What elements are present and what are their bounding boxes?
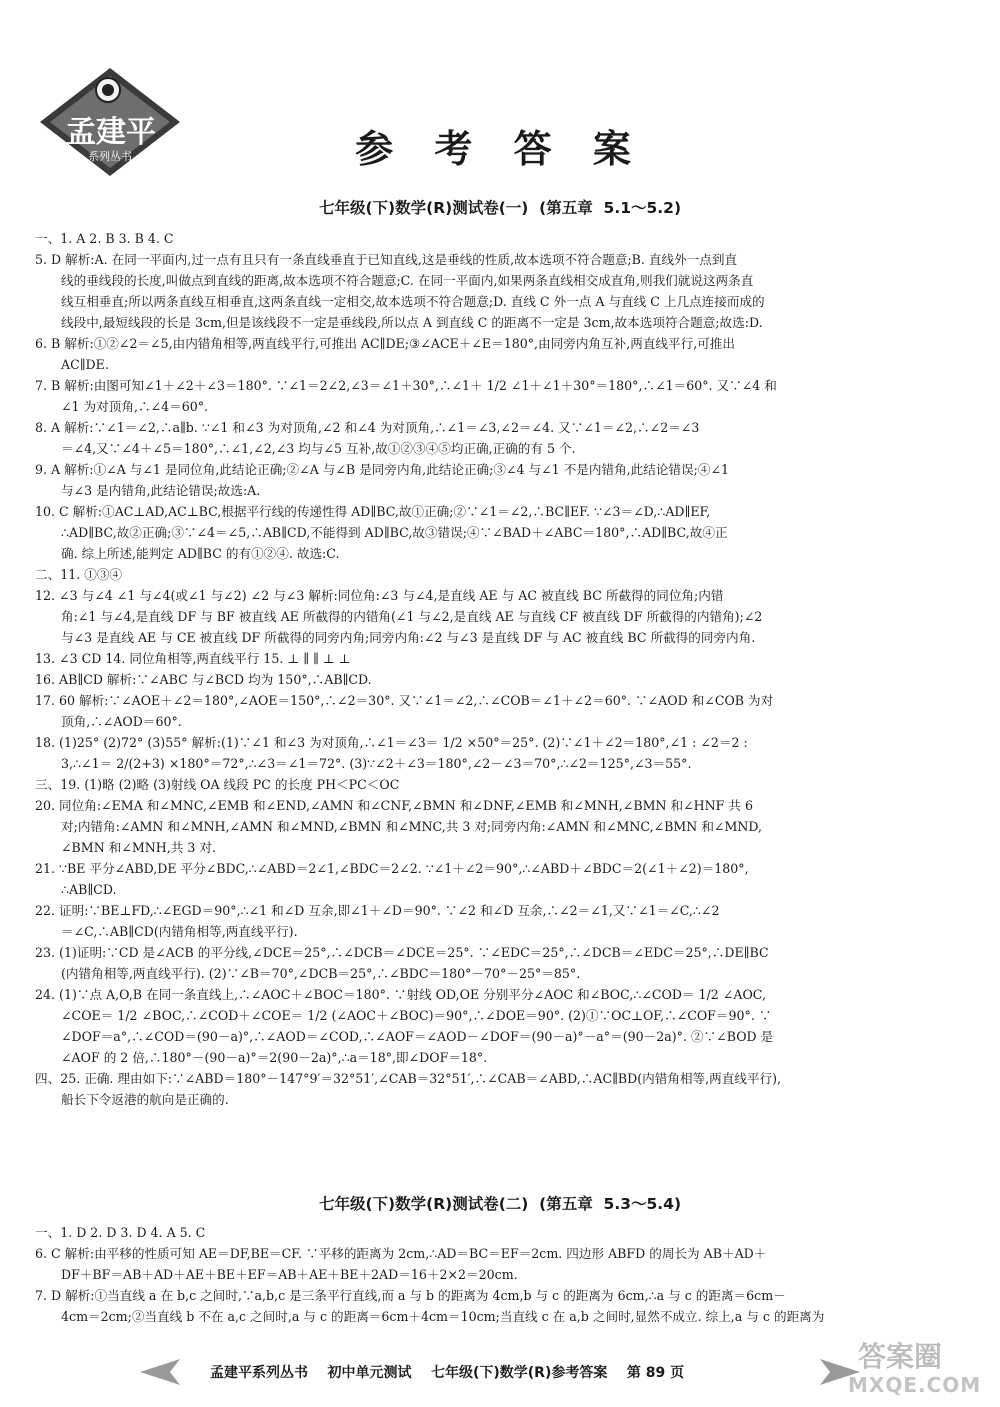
answers-test-1: [35, 228, 915, 1110]
answer-line: 6. B 解析:①②∠2＝∠5,由内错角相等,两直线平行,可推出 AC∥DE;③∠ACE＋∠E＝180°,由同旁内角互补,两直线平行,可推出: [35, 336, 735, 351]
answer-line: ∠BMN 和∠MNH,共 3 对.: [61, 840, 216, 855]
answer-line: ∠1 为对顶角,∴∠4＝60°.: [61, 399, 209, 414]
answer-line: 与∠3 是内错角,此结论错误;故选:A.: [61, 483, 261, 498]
answer-line: AC∥DE.: [61, 357, 109, 372]
answer-line: 7. D 解析:①当直线 a 在 b,c 之间时,∵a,b,c 是三条平行直线,而 a 与 b 的距离为 4cm,b 与 c 的距离为 6cm,∴a 与 c 的距离＝6cm－: [35, 1288, 786, 1303]
page-footer: [140, 1357, 860, 1387]
answer-line: 9. A 解析:①∠A 与∠1 是同位角,此结论正确;②∠A 与∠B 是同旁内角,此结论正确;③∠4 与∠1 不是内错角,此结论错误;④∠1: [35, 462, 730, 477]
answer-line: ∴AB∥CD.: [61, 882, 117, 897]
answer-line: 一、1. D 2. D 3. D 4. A 5. C: [35, 1225, 206, 1240]
footer-text: 孟建平系列丛书 初中单元测试 七年级(下)数学(R)参考答案 第 89 页: [210, 1365, 685, 1381]
section-heading-test-2: 七年级(下)数学(R)测试卷(二) (第五章 5.3～5.4): [318, 1195, 682, 1213]
answer-line: 20. 同位角:∠EMA 和∠MNC,∠EMB 和∠END,∠AMN 和∠CNF,∠BMN 和∠DNF,∠EMB 和∠MNH,∠BMN 和∠HNF 共 6: [35, 798, 754, 813]
answer-line: 线的垂线段的长度,叫做点到直线的距离,故本选项不符合题意;C. 在同一平面内,如果两条直线相交成直角,则我们就说这两条直: [61, 273, 754, 288]
logo-series-text: 系列丛书: [88, 150, 132, 163]
answer-line: 12. ∠3 与∠4 ∠1 与∠4(或∠1 与∠2) ∠2 与∠3 解析:同位角:∠3 与∠4,是直线 AE 与 AC 被直线 BC 所截得的同位角;内错: [35, 588, 724, 603]
answer-line: 16. AB∥CD 解析:∵∠ABC 与∠BCD 均为 150°,∴AB∥CD.: [35, 672, 372, 687]
answer-line: 10. C 解析:①AC⊥AD,AC⊥BC,根据平行线的传递性得 AD∥BC,故①正确;②∵∠1＝∠2,∴BC∥EF. ∵∠3＝∠D,∴AD∥EF,: [35, 504, 711, 519]
answer-line: 船长下令返港的航向是正确的.: [61, 1092, 229, 1107]
logo-brand-text: 孟建平: [66, 115, 156, 150]
answer-line: 23. (1)证明:∵CD 是∠ACB 的平分线,∠DCE＝25°,∴∠DCB＝∠DCE＝25°. ∵∠EDC＝25°,∴∠DCB＝∠EDC＝25°,∴DE∥BC: [35, 945, 769, 960]
answer-line: 18. (1)25° (2)72° (3)55° 解析:(1)∵∠1 和∠3 为对顶角,∴∠1＝∠3＝ 1/2 ×50°＝25°. (2)∵∠1＋∠2＝180°,∠1 : ∠2＝2 :: [35, 735, 748, 750]
answer-line: ＝∠C,∴AB∥CD(内错角相等,两直线平行).: [61, 924, 298, 939]
answer-line: 5. D 解析:A. 在同一平面内,过一点有且只有一条直线垂直于已知直线,这是垂线的性质,故本选项不符合题意;B. 直线外一点到直: [35, 252, 738, 267]
answer-line: 与∠3 是直线 AE 与 CE 被直线 DF 所截得的同旁内角;同旁内角:∠2 与∠3 是直线 DF 与 AC 被直线 BC 所截得的同旁内角.: [61, 630, 756, 645]
answer-line: 7. B 解析:由图可知∠1＋∠2＋∠3＝180°. ∵∠1＝2∠2,∠3＝∠1＋30°,∴∠1＋ 1/2 ∠1＋∠1＋30°＝180°,∴∠1＝60°. 又∵∠4 和: [35, 378, 777, 393]
answer-line: 三、19. (1)略 (2)略 (3)射线 OA 线段 PC 的长度 PH＜PC＜OC: [35, 777, 400, 792]
answer-line: 角:∠1 与∠4,是直线 DF 与 BF 被直线 AE 所截得的内错角(∠1 与∠2,是直线 AE 与直线 CF 被直线 DF 所截得的内错角);∠2: [61, 609, 763, 624]
answer-line: DF＋BF＝AB＋AD＋AE＋BE＋EF＝AB＋AE＋BE＋2AD＝16＋2×2＝20cm.: [61, 1267, 518, 1282]
watermark-line1: 答案圈: [858, 1340, 943, 1373]
answer-line: 21. ∵BE 平分∠ABD,DE 平分∠BDC,∴∠ABD＝2∠1,∠BDC＝2∠2. ∵∠1＋∠2＝90°,∴∠ABD＋∠BDC＝2(∠1＋∠2)＝180°,: [35, 861, 749, 876]
answer-line: 四、25. 正确. 理由如下:∵∠ABD＝180°－147°9′＝32°51′,∠CAB＝32°51′,∴∠CAB＝∠ABD,∴AC∥BD(内错角相等,两直线平行),: [35, 1071, 782, 1086]
answer-line: ∴AD∥BC,故②正确;③∵∠4＝∠5,∴AB∥CD,不能得到 AD∥BC,故③错误;④∵∠BAD＋∠ABC＝180°,∴AD∥BC,故④正: [61, 525, 728, 540]
answer-line: (内错角相等,两直线平行). (2)∵∠B＝70°,∠DCB＝25°,∴∠BDC＝180°－70°－25°＝85°.: [61, 966, 581, 981]
answer-line: 13. ∠3 CD 14. 同位角相等,两直线平行 15. ⊥ ∥ ∥ ⊥ ⊥: [35, 651, 351, 666]
answer-line: 4cm＝2cm;②当直线 b 不在 a,c 之间时,a 与 c 的距离＝6cm＋4cm＝10cm;当直线 c 在 a,b 之间时,显然不成立. 综上,a 与 c 的距离为: [61, 1309, 825, 1324]
watermark: [808, 1335, 988, 1401]
answers-test-2: [35, 1222, 915, 1327]
answer-line: 22. 证明:∵BE⊥FD,∴∠EGD＝90°,∴∠1 和∠D 互余,即∠1＋∠D＝90°. ∵∠2 和∠D 互余,∴∠2＝∠1,又∵∠1＝∠C,∴∠2: [35, 903, 720, 918]
answer-line: 8. A 解析:∵∠1＝∠2,∴a∥b. ∵∠1 和∠3 为对顶角,∠2 和∠4 为对顶角,∴∠1＝∠3,∠2＝∠4. 又∵∠1＝∠2,∴∠2＝∠3: [35, 420, 700, 435]
answer-line: 线段中,最短线段的长是 3cm,但是该线段不一定是垂线段,所以点 A 到直线 C 的距离不一定是 3cm,故本选项符合题意;故选:D.: [61, 315, 763, 330]
section-heading-test-1: 七年级(下)数学(R)测试卷(一) (第五章 5.1～5.2): [318, 199, 682, 217]
answer-line: 6. C 解析:由平移的性质可知 AE＝DF,BE＝CF. ∵平移的距离为 2cm,∴AD＝BC＝EF＝2cm. 四边形 ABFD 的周长为 AB＋AD＋: [35, 1246, 767, 1261]
answer-line: 一、1. A 2. B 3. B 4. C: [35, 231, 174, 246]
answer-line: ∠DOF＝a°,∴∠COD＝(90－a)°,∴∠AOD＝∠COD,∴∠AOF＝∠AOD－∠DOF＝(90－a)°－a°＝(90－2a)°. ②∵∠BOD 是: [61, 1029, 774, 1044]
answer-line: ＝∠4,又∵∠4＋∠5＝180°,∴∠1,∠2,∠3 均与∠5 互补,故①②③④⑤均正确,正确的有 5 个.: [61, 441, 576, 456]
watermark-line2: MXQE.COM: [848, 1373, 982, 1397]
answer-line: ∠COE＝ 1/2 ∠BOC,∴∠COD＋∠COE＝ 1/2 (∠AOC＋∠BOC)＝90°,∴∠DOE＝90°. (2)①∵OC⊥OF,∴∠COF＝90°. ∵: [61, 1008, 772, 1023]
answer-line: 二、11. ①③④: [35, 567, 123, 582]
answer-line: 24. (1)∵点 A,O,B 在同一条直线上,∴∠AOC＋∠BOC＝180°. ∵射线 OD,OE 分别平分∠AOC 和∠BOC,∴∠COD＝ 1/2 ∠AOC,: [35, 987, 766, 1002]
answer-line: 17. 60 解析:∵∠AOE＋∠2＝180°,∠AOE＝150°,∴∠2＝30°. 又∵∠1＝∠2,∴∠COB＝∠1＋∠2＝60°. ∵∠AOD 和∠COB 为对: [35, 693, 774, 708]
answer-line: ∠AOF 的 2 倍,∴180°－(90－a)°＝2(90－2a)°,∴a＝18°,即∠DOF＝18°.: [61, 1050, 488, 1065]
answer-line: 对;内错角:∠AMN 和∠MNH,∠AMN 和∠MND,∠BMN 和∠MNC,共 3 对;同旁内角:∠AMN 和∠MNC,∠BMN 和∠MND,: [61, 819, 763, 834]
answer-line: 顶角,∴∠AOD＝60°.: [61, 714, 182, 729]
answer-line: 确. 综上所述,能判定 AD∥BC 的有①②④. 故选:C.: [61, 546, 340, 561]
answer-line: 线互相垂直;所以两条直线互相垂直,这两条直线一定相交,故本选项不符合题意;D. 直线 C 外一点 A 与直线 C 上几点连接而成的: [61, 294, 765, 309]
answer-line: 3,∴∠1＝ 2/(2+3) ×180°＝72°,∴∠3＝∠1＝72°. (3)∵∠2＋∠3＝180°,∠2－∠3＝70°,∴∠2＝125°,∠3＝55°.: [61, 756, 692, 771]
page-title: 参 考 答 案: [355, 127, 645, 171]
